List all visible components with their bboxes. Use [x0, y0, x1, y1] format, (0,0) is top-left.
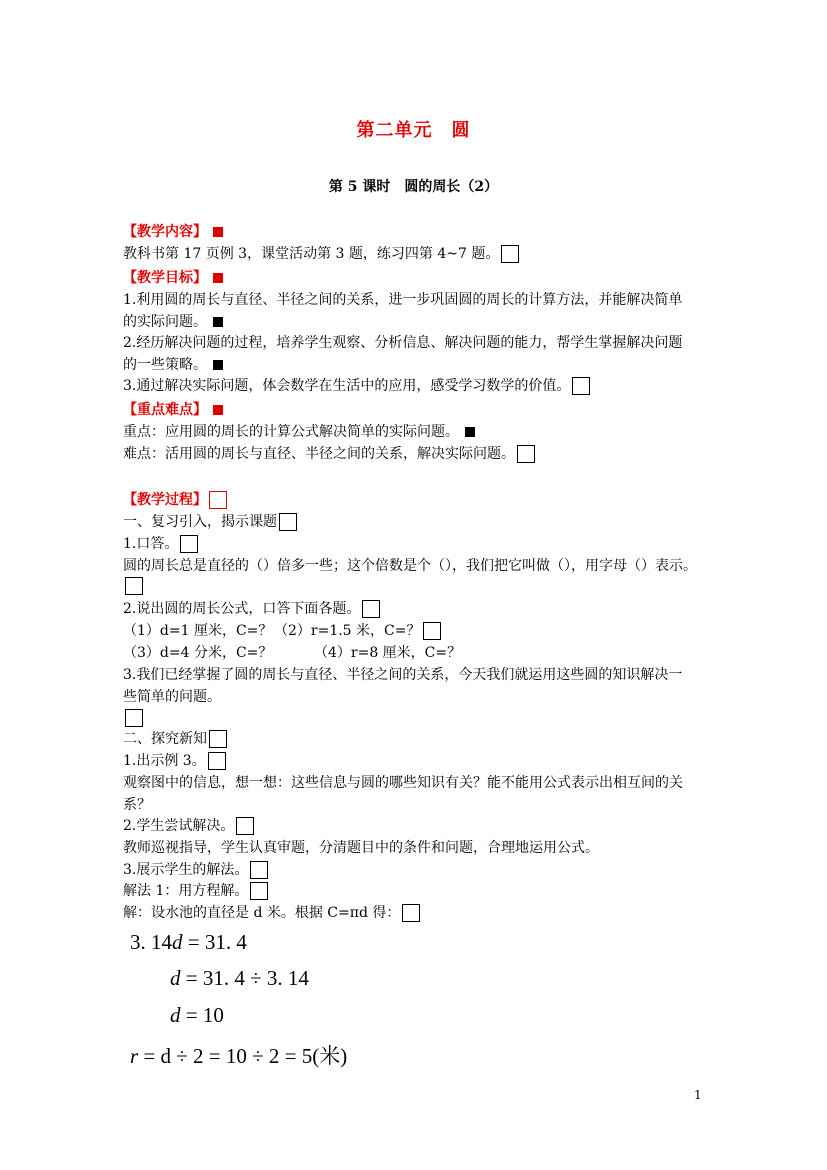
step-1-1-box — [125, 576, 143, 596]
step-2-1-text-line-1: 观察图中的信息，想一想：这些信息与圆的哪些知识有关？能不能用公式表示出相互间的关 — [123, 775, 683, 791]
goal-1-line-2: 的实际问题。 — [123, 312, 223, 332]
lesson-subtitle: 第 5 课时 圆的周长（2） — [328, 179, 499, 195]
checkbox-square — [125, 577, 143, 595]
process-heading: 【教学过程】 — [123, 490, 227, 510]
marker-square — [213, 227, 223, 237]
marker-square — [213, 317, 223, 327]
key-point: 重点：应用圆的周长的计算公式解决简单的实际问题。 — [123, 422, 475, 442]
hard-point: 难点：活用圆的周长与直径、半径之间的关系，解决实际问题。 — [123, 444, 535, 464]
marker-square — [213, 360, 223, 370]
equation-2: d = 31. 4 ÷ 3. 14 — [170, 966, 309, 990]
marker-square — [213, 405, 223, 415]
checkbox-square — [250, 861, 268, 879]
content-text: 教科书第 17 页例 3，课堂活动第 3 题，练习四第 4~7 题。 — [123, 244, 519, 264]
step-1-2: 2.说出圆的周长公式，口答下面各题。 — [123, 599, 380, 619]
marker-square — [213, 273, 223, 283]
solution-intro: 解：设水池的直径是 d 米。根据 C=πd 得： — [123, 903, 420, 923]
checkbox-square — [501, 245, 519, 263]
checkbox-square — [250, 882, 268, 900]
checkbox-square — [423, 622, 441, 640]
goals-heading: 【教学目标】 — [123, 268, 223, 288]
checkbox-square — [125, 709, 143, 727]
marker-square — [465, 427, 475, 437]
question-3: （3）d=4 分米，C=？ — [123, 645, 273, 661]
question-4: （4）r=8 厘米，C=？ — [314, 645, 462, 661]
step-1-3-line-1: 3.我们已经掌握了圆的周长与直径、半径之间的关系，今天我们就运用这些圆的知识解决一 — [123, 667, 683, 683]
step-2-1-text-line-2: 系？ — [123, 797, 151, 813]
step-2-2-text: 教师巡视指导，学生认真审题，分清题目中的条件和问题，合理地运用公式。 — [123, 840, 599, 856]
key-points-heading: 【重点难点】 — [123, 400, 223, 420]
page-number: 1 — [694, 1088, 702, 1102]
checkbox-square — [209, 491, 227, 509]
equation-1: 3. 14d = 31. 4 — [130, 930, 247, 954]
checkbox-square — [572, 377, 590, 395]
step-1-1-text: 圆的周长总是直径的（）倍多一些；这个倍数是个（），我们把它叫做（），用字母（）表示。 — [123, 558, 697, 574]
step-1-3-line-2: 些简单的问题。 — [123, 689, 221, 705]
checkbox-square — [517, 445, 535, 463]
step-1-3-box — [125, 708, 143, 728]
checkbox-square — [236, 817, 254, 835]
method-1: 解法 1：用方程解。 — [123, 881, 268, 901]
equation-4: r = d ÷ 2 = 10 ÷ 2 = 5(米) — [130, 1044, 348, 1068]
checkbox-square — [208, 752, 226, 770]
checkbox-square — [402, 904, 420, 922]
checkbox-square — [279, 513, 297, 531]
question-2: （2）r=1.5 米，C=？ — [274, 621, 441, 641]
unit-title: 第二单元 圆 — [356, 120, 471, 141]
step-1-1: 1.口答。 — [123, 534, 198, 554]
part-2-title: 二、探究新知 — [123, 729, 227, 749]
goal-2-line-2: 的一些策略。 — [123, 355, 223, 375]
step-2-3: 3.展示学生的解法。 — [123, 860, 268, 880]
part-1-title: 一、复习引入，揭示课题 — [123, 512, 297, 532]
equation-3: d = 10 — [170, 1003, 224, 1027]
goal-1-line-1: 1.利用圆的周长与直径、半径之间的关系，进一步巩固圆的周长的计算方法，并能解决简单 — [123, 292, 683, 308]
question-1: （1）d=1 厘米，C=？ — [123, 623, 273, 639]
checkbox-square — [180, 535, 198, 553]
step-2-2: 2.学生尝试解决。 — [123, 816, 254, 836]
step-2-1: 1.出示例 3。 — [123, 751, 226, 771]
goal-2-line-1: 2.经历解决问题的过程，培养学生观察、分析信息、解决问题的能力，帮学生掌握解决问题 — [123, 335, 683, 351]
checkbox-square — [209, 730, 227, 748]
checkbox-square — [362, 600, 380, 618]
content-heading: 【教学内容】 — [123, 222, 223, 242]
goal-3: 3.通过解决实际问题，体会数学在生活中的应用，感受学习数学的价值。 — [123, 376, 590, 396]
